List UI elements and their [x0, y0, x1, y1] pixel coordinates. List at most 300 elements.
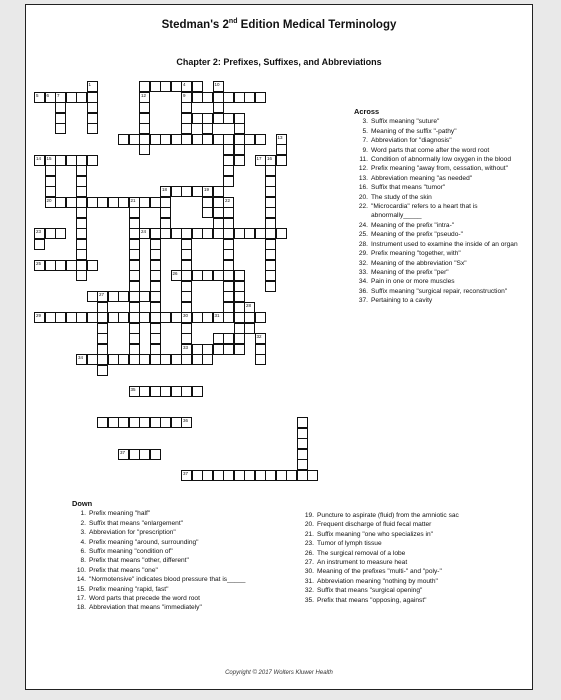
grid-cell[interactable]	[223, 176, 234, 187]
grid-cell[interactable]	[244, 228, 255, 239]
grid-cell[interactable]	[87, 291, 98, 302]
grid-cell[interactable]	[76, 260, 87, 271]
grid-cell[interactable]	[76, 249, 87, 260]
grid-cell[interactable]	[139, 354, 150, 365]
grid-cell[interactable]	[223, 207, 234, 218]
grid-cell[interactable]	[181, 354, 192, 365]
grid-cell[interactable]	[160, 386, 171, 397]
grid-cell[interactable]	[202, 134, 213, 145]
grid-cell[interactable]	[45, 155, 56, 166]
grid-cell[interactable]	[76, 239, 87, 250]
grid-cell[interactable]	[150, 449, 161, 460]
grid-cell[interactable]	[265, 218, 276, 229]
grid-cell[interactable]	[34, 239, 45, 250]
grid-cell[interactable]	[181, 386, 192, 397]
grid-cell[interactable]	[150, 249, 161, 260]
grid-cell[interactable]	[108, 312, 119, 323]
grid-cell[interactable]	[234, 323, 245, 334]
grid-cell[interactable]	[234, 281, 245, 292]
grid-cell[interactable]	[234, 123, 245, 134]
grid-cell[interactable]	[276, 155, 287, 166]
grid-cell[interactable]	[234, 270, 245, 281]
grid-cell[interactable]	[66, 92, 77, 103]
grid-cell[interactable]	[45, 176, 56, 187]
grid-cell[interactable]	[129, 323, 140, 334]
grid-cell[interactable]	[297, 428, 308, 439]
grid-cell[interactable]	[202, 113, 213, 124]
grid-cell[interactable]	[223, 165, 234, 176]
grid-cell[interactable]	[139, 144, 150, 155]
grid-cell[interactable]	[234, 92, 245, 103]
grid-cell[interactable]	[76, 165, 87, 176]
grid-cell[interactable]	[265, 176, 276, 187]
grid-cell[interactable]	[265, 207, 276, 218]
grid-cell[interactable]	[234, 291, 245, 302]
grid-cell-number: 24	[141, 229, 147, 234]
grid-cell[interactable]	[87, 312, 98, 323]
grid-cell[interactable]	[97, 323, 108, 334]
grid-cell[interactable]	[129, 228, 140, 239]
grid-cell[interactable]	[171, 354, 182, 365]
grid-cell[interactable]	[192, 113, 203, 124]
grid-cell[interactable]	[181, 249, 192, 260]
grid-cell[interactable]	[297, 459, 308, 470]
grid-cell[interactable]	[150, 281, 161, 292]
grid-cell[interactable]	[202, 197, 213, 208]
grid-cell[interactable]	[108, 291, 119, 302]
grid-cell[interactable]	[255, 344, 266, 355]
grid-cell[interactable]	[171, 386, 182, 397]
grid-cell[interactable]	[150, 228, 161, 239]
grid-cell[interactable]	[223, 470, 234, 481]
grid-cell[interactable]	[181, 102, 192, 113]
grid-cell[interactable]	[160, 186, 171, 197]
grid-cell[interactable]	[213, 197, 224, 208]
grid-cell[interactable]	[223, 333, 234, 344]
grid-cell[interactable]	[45, 228, 56, 239]
grid-cell[interactable]	[181, 291, 192, 302]
grid-cell[interactable]	[150, 134, 161, 145]
grid-cell[interactable]	[150, 302, 161, 313]
grid-cell[interactable]	[160, 81, 171, 92]
grid-cell[interactable]	[244, 302, 255, 313]
grid-cell[interactable]	[202, 228, 213, 239]
grid-cell[interactable]	[255, 228, 266, 239]
grid-cell[interactable]	[45, 165, 56, 176]
grid-cell[interactable]	[129, 344, 140, 355]
grid-cell[interactable]	[307, 470, 318, 481]
grid-cell[interactable]	[150, 417, 161, 428]
grid-cell[interactable]	[76, 270, 87, 281]
grid-cell[interactable]	[181, 123, 192, 134]
grid-cell[interactable]	[76, 176, 87, 187]
grid-cell[interactable]	[34, 228, 45, 239]
grid-cell[interactable]	[76, 186, 87, 197]
grid-cell[interactable]	[213, 207, 224, 218]
grid-cell[interactable]	[97, 365, 108, 376]
grid-cell[interactable]	[139, 417, 150, 428]
grid-cell[interactable]	[160, 228, 171, 239]
grid-cell[interactable]	[55, 228, 66, 239]
grid-cell[interactable]	[129, 270, 140, 281]
grid-cell[interactable]	[87, 102, 98, 113]
grid-cell[interactable]	[213, 344, 224, 355]
grid-cell[interactable]	[160, 417, 171, 428]
grid-cell[interactable]	[160, 218, 171, 229]
grid-cell[interactable]	[202, 354, 213, 365]
grid-cell[interactable]	[213, 92, 224, 103]
grid-cell[interactable]	[276, 144, 287, 155]
grid-cell[interactable]	[171, 186, 182, 197]
grid-cell[interactable]	[181, 92, 192, 103]
grid-cell[interactable]	[181, 113, 192, 124]
grid-cell[interactable]	[118, 354, 129, 365]
grid-cell[interactable]	[76, 92, 87, 103]
grid-cell[interactable]	[223, 228, 234, 239]
grid-cell[interactable]	[265, 270, 276, 281]
grid-cell[interactable]	[223, 239, 234, 250]
grid-cell[interactable]	[76, 197, 87, 208]
grid-cell[interactable]	[129, 281, 140, 292]
grid-cell[interactable]	[150, 81, 161, 92]
grid-cell[interactable]	[150, 312, 161, 323]
grid-cell[interactable]	[213, 333, 224, 344]
grid-cell[interactable]	[192, 312, 203, 323]
grid-cell[interactable]	[150, 291, 161, 302]
grid-cell[interactable]	[55, 260, 66, 271]
grid-cell[interactable]	[97, 354, 108, 365]
grid-cell[interactable]	[97, 333, 108, 344]
grid-cell[interactable]	[276, 470, 287, 481]
grid-cell[interactable]	[34, 260, 45, 271]
grid-cell[interactable]	[276, 134, 287, 145]
grid-cell[interactable]	[150, 197, 161, 208]
grid-cell[interactable]	[97, 197, 108, 208]
grid-cell[interactable]	[213, 228, 224, 239]
grid-cell[interactable]	[55, 155, 66, 166]
grid-cell[interactable]	[129, 239, 140, 250]
grid-cell[interactable]	[244, 323, 255, 334]
grid-cell[interactable]	[139, 312, 150, 323]
grid-cell[interactable]	[97, 302, 108, 313]
grid-cell[interactable]	[192, 228, 203, 239]
grid-cell[interactable]	[150, 323, 161, 334]
grid-cell[interactable]	[76, 218, 87, 229]
grid-cell[interactable]	[150, 239, 161, 250]
grid-cell[interactable]	[171, 312, 182, 323]
grid-cell[interactable]	[234, 155, 245, 166]
grid-cell[interactable]	[129, 302, 140, 313]
grid-cell[interactable]	[171, 81, 182, 92]
grid-cell[interactable]	[223, 260, 234, 271]
clue-number: 6.	[80, 548, 86, 556]
grid-cell[interactable]	[202, 186, 213, 197]
grid-cell[interactable]	[87, 155, 98, 166]
clue-text: An instrument to measure heat	[317, 559, 408, 567]
grid-cell[interactable]	[181, 239, 192, 250]
grid-cell[interactable]	[213, 186, 224, 197]
grid-cell[interactable]	[181, 134, 192, 145]
grid-cell[interactable]	[202, 344, 213, 355]
grid-cell[interactable]	[265, 260, 276, 271]
grid-cell[interactable]	[265, 239, 276, 250]
grid-cell[interactable]	[118, 134, 129, 145]
grid-cell[interactable]	[223, 312, 234, 323]
grid-cell[interactable]	[55, 197, 66, 208]
grid-cell[interactable]	[234, 333, 245, 344]
grid-cell[interactable]	[213, 470, 224, 481]
grid-cell[interactable]	[265, 165, 276, 176]
grid-cell[interactable]	[265, 197, 276, 208]
grid-cell[interactable]	[87, 354, 98, 365]
grid-cell[interactable]	[181, 281, 192, 292]
grid-cell[interactable]	[297, 470, 308, 481]
grid-cell[interactable]	[129, 134, 140, 145]
grid-cell[interactable]	[118, 417, 129, 428]
grid-cell[interactable]	[223, 218, 234, 229]
grid-cell[interactable]	[171, 134, 182, 145]
grid-cell[interactable]	[45, 312, 56, 323]
grid-cell[interactable]	[223, 155, 234, 166]
grid-cell[interactable]	[244, 312, 255, 323]
grid-cell[interactable]	[150, 270, 161, 281]
grid-cell[interactable]	[192, 92, 203, 103]
grid-cell[interactable]	[139, 113, 150, 124]
grid-cell[interactable]	[297, 438, 308, 449]
grid-cell[interactable]	[129, 260, 140, 271]
clue-text: Abbreviation that means "immediately"	[89, 604, 202, 612]
grid-cell[interactable]	[223, 270, 234, 281]
grid-cell[interactable]	[255, 470, 266, 481]
grid-cell[interactable]	[160, 134, 171, 145]
grid-cell[interactable]	[265, 281, 276, 292]
grid-cell[interactable]	[276, 228, 287, 239]
grid-cell[interactable]	[213, 102, 224, 113]
grid-cell[interactable]	[223, 113, 234, 124]
grid-cell[interactable]	[87, 260, 98, 271]
grid-cell[interactable]	[234, 144, 245, 155]
grid-cell[interactable]	[265, 228, 276, 239]
grid-cell[interactable]	[181, 270, 192, 281]
grid-cell[interactable]	[139, 386, 150, 397]
grid-cell[interactable]	[234, 470, 245, 481]
grid-cell[interactable]	[255, 354, 266, 365]
grid-cell[interactable]	[108, 417, 119, 428]
grid-cell[interactable]	[108, 197, 119, 208]
grid-cell[interactable]	[181, 417, 192, 428]
grid-cell[interactable]	[45, 186, 56, 197]
grid-cell[interactable]	[87, 92, 98, 103]
grid-cell[interactable]	[139, 123, 150, 134]
grid-cell-number: 10	[214, 82, 220, 87]
grid-cell[interactable]	[76, 207, 87, 218]
grid-cell[interactable]	[192, 470, 203, 481]
grid-cell[interactable]	[45, 260, 56, 271]
grid-cell[interactable]	[129, 449, 140, 460]
grid-cell[interactable]	[34, 155, 45, 166]
grid-cell[interactable]	[297, 417, 308, 428]
grid-cell[interactable]	[202, 123, 213, 134]
grid-cell[interactable]	[234, 312, 245, 323]
grid-cell[interactable]	[97, 312, 108, 323]
grid-cell[interactable]	[192, 344, 203, 355]
grid-cell[interactable]	[139, 449, 150, 460]
grid-cell[interactable]	[160, 354, 171, 365]
grid-cell[interactable]	[150, 344, 161, 355]
grid-cell[interactable]	[129, 417, 140, 428]
grid-cell[interactable]	[76, 228, 87, 239]
grid-cell[interactable]	[34, 92, 45, 103]
grid-cell[interactable]	[66, 155, 77, 166]
grid-cell[interactable]	[139, 134, 150, 145]
grid-cell[interactable]	[213, 81, 224, 92]
grid-cell[interactable]	[55, 92, 66, 103]
grid-cell[interactable]	[255, 92, 266, 103]
grid-cell[interactable]	[181, 323, 192, 334]
grid-cell[interactable]	[129, 291, 140, 302]
grid-cell[interactable]	[55, 312, 66, 323]
grid-cell[interactable]	[160, 197, 171, 208]
grid-cell[interactable]	[171, 270, 182, 281]
grid-cell[interactable]	[223, 249, 234, 260]
grid-cell[interactable]	[223, 144, 234, 155]
grid-cell[interactable]	[129, 249, 140, 260]
grid-cell[interactable]	[202, 312, 213, 323]
grid-cell[interactable]	[181, 228, 192, 239]
grid-cell[interactable]	[97, 417, 108, 428]
grid-cell[interactable]	[213, 312, 224, 323]
grid-cell[interactable]	[244, 134, 255, 145]
grid-cell[interactable]	[55, 102, 66, 113]
grid-cell[interactable]	[76, 155, 87, 166]
grid-cell[interactable]	[76, 354, 87, 365]
grid-cell[interactable]	[129, 354, 140, 365]
grid-cell[interactable]	[223, 92, 234, 103]
grid-cell[interactable]	[213, 113, 224, 124]
grid-cell[interactable]	[171, 417, 182, 428]
grid-cell[interactable]	[265, 249, 276, 260]
grid-cell[interactable]	[202, 92, 213, 103]
grid-cell[interactable]	[223, 197, 234, 208]
grid-cell[interactable]	[181, 81, 192, 92]
grid-cell[interactable]	[129, 333, 140, 344]
grid-cell[interactable]	[76, 312, 87, 323]
grid-cell[interactable]	[118, 291, 129, 302]
grid-cell[interactable]	[129, 207, 140, 218]
grid-cell[interactable]	[244, 470, 255, 481]
grid-cell[interactable]	[129, 218, 140, 229]
grid-cell[interactable]	[87, 113, 98, 124]
grid-cell[interactable]	[223, 281, 234, 292]
grid-cell[interactable]	[244, 92, 255, 103]
grid-cell[interactable]	[234, 113, 245, 124]
grid-cell[interactable]	[192, 134, 203, 145]
grid-cell[interactable]	[181, 302, 192, 313]
grid-cell[interactable]	[129, 386, 140, 397]
grid-cell[interactable]	[45, 92, 56, 103]
grid-cell[interactable]	[97, 291, 108, 302]
grid-cell[interactable]	[181, 344, 192, 355]
grid-cell[interactable]	[118, 312, 129, 323]
grid-cell[interactable]	[192, 270, 203, 281]
grid-cell[interactable]	[234, 134, 245, 145]
grid-cell[interactable]	[97, 344, 108, 355]
grid-cell[interactable]	[139, 228, 150, 239]
grid-cell[interactable]	[66, 197, 77, 208]
grid-cell[interactable]	[150, 260, 161, 271]
grid-cell[interactable]	[255, 312, 266, 323]
grid-cell[interactable]	[150, 333, 161, 344]
grid-cell[interactable]	[129, 312, 140, 323]
grid-cell[interactable]	[129, 197, 140, 208]
grid-cell[interactable]	[234, 228, 245, 239]
grid-cell[interactable]	[87, 123, 98, 134]
grid-cell[interactable]	[139, 92, 150, 103]
grid-cell[interactable]	[286, 470, 297, 481]
grid-cell[interactable]	[223, 134, 234, 145]
grid-cell[interactable]	[87, 197, 98, 208]
grid-cell[interactable]	[150, 354, 161, 365]
grid-cell[interactable]	[213, 270, 224, 281]
grid-cell[interactable]	[150, 386, 161, 397]
grid-cell[interactable]	[202, 207, 213, 218]
grid-cell[interactable]	[160, 312, 171, 323]
grid-cell[interactable]	[139, 197, 150, 208]
grid-cell[interactable]	[234, 344, 245, 355]
grid-cell[interactable]	[118, 449, 129, 460]
grid-cell[interactable]	[213, 134, 224, 145]
grid-cell[interactable]	[87, 81, 98, 92]
grid-cell[interactable]	[45, 197, 56, 208]
grid-cell[interactable]	[265, 155, 276, 166]
grid-cell[interactable]	[108, 354, 119, 365]
grid-cell[interactable]	[139, 102, 150, 113]
grid-cell[interactable]	[223, 344, 234, 355]
grid-cell[interactable]	[223, 291, 234, 302]
grid-cell[interactable]	[181, 333, 192, 344]
grid-cell[interactable]	[66, 260, 77, 271]
grid-cell[interactable]	[213, 218, 224, 229]
grid-cell[interactable]	[66, 312, 77, 323]
grid-cell[interactable]	[234, 302, 245, 313]
grid-cell[interactable]	[139, 81, 150, 92]
grid-cell[interactable]	[139, 291, 150, 302]
grid-cell[interactable]	[181, 260, 192, 271]
grid-cell[interactable]	[297, 449, 308, 460]
grid-cell[interactable]	[255, 155, 266, 166]
grid-cell[interactable]	[265, 186, 276, 197]
grid-cell[interactable]	[55, 113, 66, 124]
grid-cell[interactable]	[171, 228, 182, 239]
grid-cell[interactable]	[255, 333, 266, 344]
grid-cell[interactable]	[223, 302, 234, 313]
grid-cell[interactable]	[192, 386, 203, 397]
grid-cell[interactable]	[192, 354, 203, 365]
grid-cell[interactable]	[192, 81, 203, 92]
grid-cell[interactable]	[255, 134, 266, 145]
grid-cell[interactable]	[181, 312, 192, 323]
grid-cell[interactable]	[160, 207, 171, 218]
grid-cell[interactable]	[55, 123, 66, 134]
grid-cell[interactable]	[181, 470, 192, 481]
grid-cell[interactable]	[181, 186, 192, 197]
grid-cell[interactable]	[265, 470, 276, 481]
grid-cell[interactable]	[192, 186, 203, 197]
grid-cell[interactable]	[118, 197, 129, 208]
grid-cell[interactable]	[202, 270, 213, 281]
grid-cell[interactable]	[34, 312, 45, 323]
grid-cell[interactable]	[202, 470, 213, 481]
